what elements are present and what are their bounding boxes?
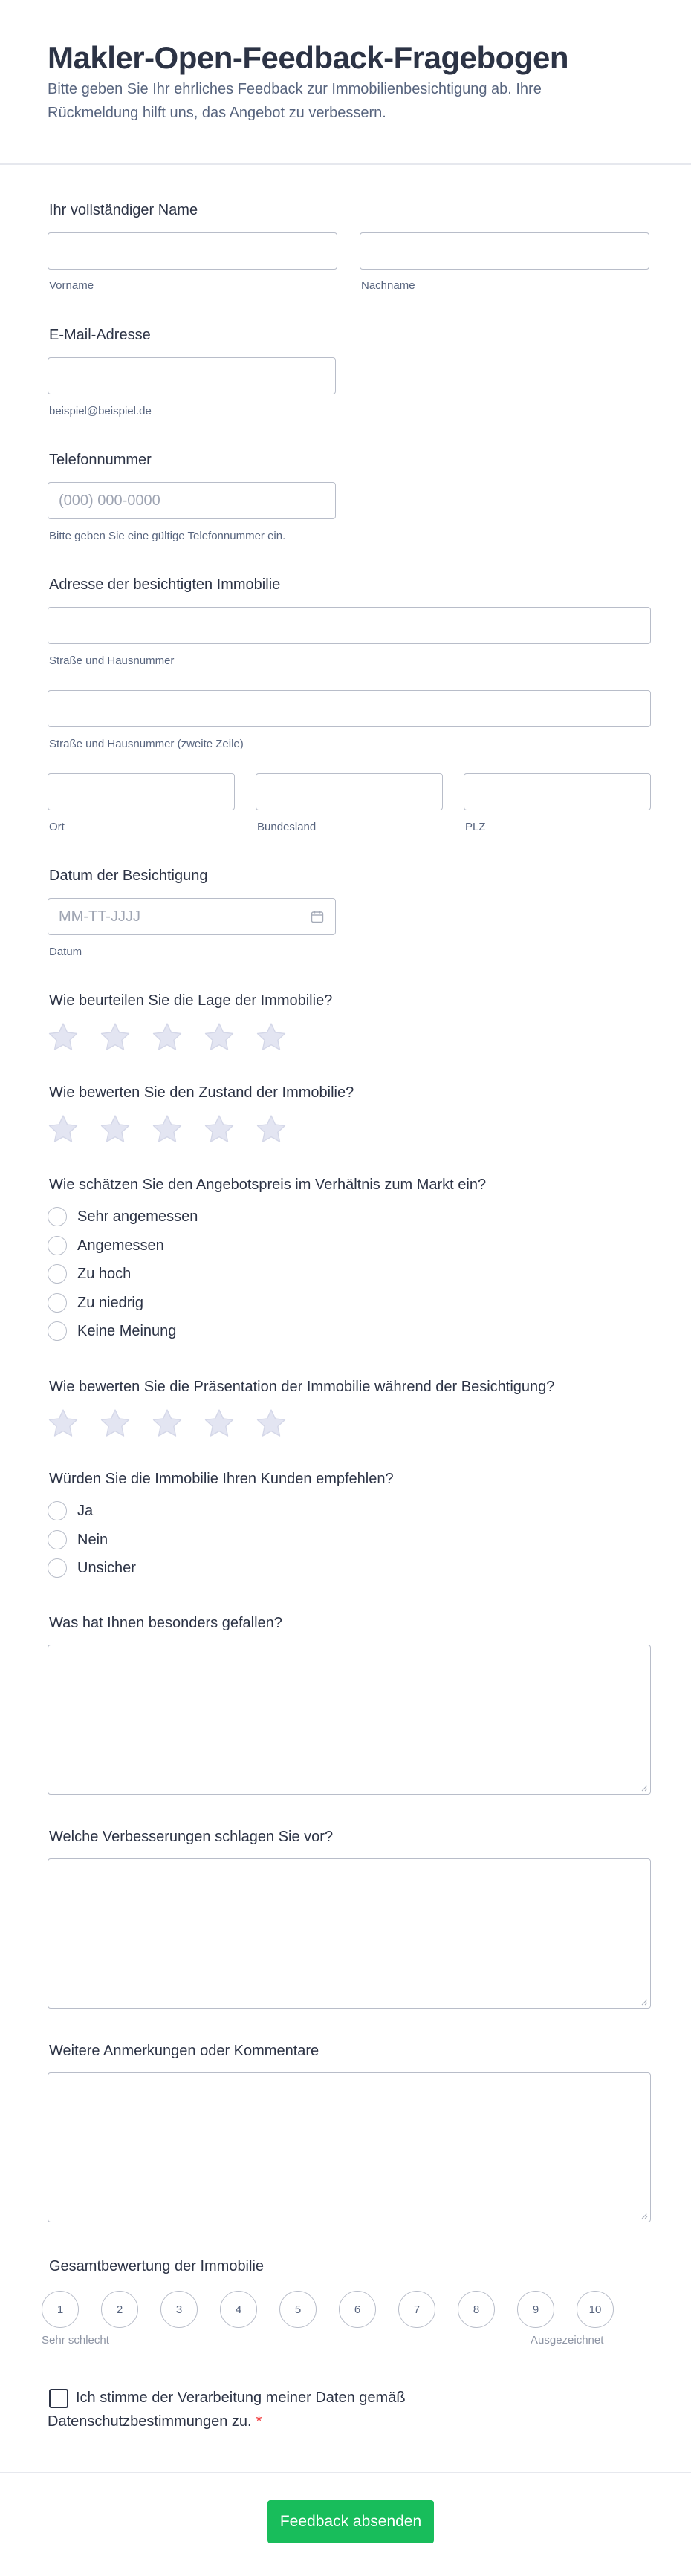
radio-button[interactable]	[48, 1530, 67, 1549]
date-input[interactable]	[48, 898, 336, 935]
zip-input[interactable]	[464, 773, 651, 810]
first-name-sublabel: Vorname	[49, 279, 94, 292]
radio-button[interactable]	[48, 1321, 67, 1341]
rating-condition-label: Wie bewerten Sie den Zustand der Immobilie?	[49, 1084, 354, 1101]
form-subtitle: Bitte geben Sie Ihr ehrliches Feedback zur Immobilienbesichtigung ab. Ihre Rückmeldung hilft uns, das Angebot zu verbessern.	[48, 81, 542, 121]
scale-option-7[interactable]: 7	[398, 2291, 435, 2328]
last-name-input[interactable]	[360, 232, 649, 270]
star-icon[interactable]	[152, 1022, 183, 1052]
radio-button[interactable]	[48, 1207, 67, 1226]
rating-presentation-label: Wie bewerten Sie die Präsentation der Immobilie während der Besichtigung?	[49, 1379, 555, 1395]
street-input[interactable]	[48, 607, 651, 644]
recommend-option-ja[interactable]	[48, 1501, 93, 1520]
consent-text	[48, 2386, 464, 2433]
price-option-zu-hoch[interactable]	[48, 1264, 131, 1284]
email-sublabel: beispiel@beispiel.de	[49, 405, 152, 417]
radio-label: Sehr angemessen	[77, 1208, 198, 1225]
radio-label: Keine Meinung	[77, 1322, 177, 1339]
recommend-label: Würden Sie die Immobilie Ihren Kunden empfehlen?	[49, 1471, 394, 1487]
form-header	[0, 0, 691, 165]
phone-sublabel: Bitte geben Sie eine gültige Telefonnummer ein.	[49, 530, 286, 542]
scale-option-4[interactable]: 4	[220, 2291, 257, 2328]
name-label: Ihr vollständiger Name	[49, 202, 198, 218]
scale-option-5[interactable]: 5	[279, 2291, 317, 2328]
star-icon[interactable]	[256, 1408, 287, 1438]
radio-label: Zu hoch	[77, 1265, 132, 1282]
star-icon[interactable]	[100, 1114, 131, 1144]
street2-input[interactable]	[48, 690, 651, 727]
street-sublabel: Straße und Hausnummer	[49, 654, 175, 667]
radio-label: Zu niedrig	[77, 1294, 143, 1311]
required-mark: *	[256, 2413, 262, 2430]
price-label: Wie schätzen Sie den Angebotspreis im Verhältnis zum Markt ein?	[49, 1177, 487, 1193]
rating-presentation-stars	[48, 1408, 287, 1438]
rating-location-label: Wie beurteilen Sie die Lage der Immobilie?	[49, 992, 333, 1009]
last-name-sublabel: Nachname	[361, 279, 415, 292]
state-input[interactable]	[256, 773, 443, 810]
star-icon[interactable]	[204, 1408, 235, 1438]
overall-label: Gesamtbewertung der Immobilie	[49, 2258, 265, 2274]
form-title: Makler-Open-Feedback-Fragebogen	[48, 40, 568, 75]
price-option-sehr-angemessen[interactable]	[48, 1207, 198, 1226]
star-icon[interactable]	[48, 1022, 79, 1052]
radio-button[interactable]	[48, 1236, 67, 1255]
rating-condition-stars	[48, 1114, 287, 1144]
date-label: Datum der Besichtigung	[49, 868, 208, 884]
star-icon[interactable]	[152, 1408, 183, 1438]
star-icon[interactable]	[256, 1114, 287, 1144]
scale-option-10[interactable]: 10	[577, 2291, 614, 2328]
scale-low-label: Sehr schlecht	[42, 2334, 109, 2346]
radio-label: Angemessen	[77, 1237, 164, 1254]
star-icon[interactable]	[152, 1114, 183, 1144]
scale-option-8[interactable]: 8	[458, 2291, 495, 2328]
liked-label: Was hat Ihnen besonders gefallen?	[49, 1615, 282, 1631]
scale-option-1[interactable]: 1	[42, 2291, 79, 2328]
radio-button[interactable]	[48, 1264, 67, 1284]
email-label: E-Mail-Adresse	[49, 327, 151, 343]
star-icon[interactable]	[204, 1022, 235, 1052]
recommend-option-unsicher[interactable]	[48, 1558, 136, 1578]
radio-button[interactable]	[48, 1501, 67, 1520]
calendar-icon[interactable]	[311, 910, 324, 923]
improvements-label: Welche Verbesserungen schlagen Sie vor?	[49, 1829, 334, 1845]
city-input[interactable]	[48, 773, 235, 810]
radio-label: Unsicher	[77, 1559, 136, 1576]
star-icon[interactable]	[100, 1408, 131, 1438]
consent-label: Ich stimme der Verarbeitung meiner Daten gemäß Datenschutzbestimmungen zu.	[48, 2390, 406, 2430]
street2-sublabel: Straße und Hausnummer (zweite Zeile)	[49, 738, 244, 750]
address-label: Adresse der besichtigten Immobilie	[49, 576, 281, 593]
comments-label: Weitere Anmerkungen oder Kommentare	[49, 2043, 319, 2059]
radio-label: Ja	[77, 1502, 94, 1519]
scale-option-2[interactable]: 2	[101, 2291, 138, 2328]
phone-label: Telefonnummer	[49, 452, 152, 468]
resize-handle-icon[interactable]	[640, 2212, 648, 2219]
star-icon[interactable]	[256, 1022, 287, 1052]
resize-handle-icon[interactable]	[640, 1784, 648, 1792]
scale-high-label: Ausgezeichnet	[531, 2334, 604, 2346]
resize-handle-icon[interactable]	[640, 1998, 648, 2006]
star-icon[interactable]	[48, 1114, 79, 1144]
overall-scale	[42, 2291, 614, 2328]
scale-option-6[interactable]: 6	[339, 2291, 376, 2328]
first-name-input[interactable]	[48, 232, 337, 270]
email-input[interactable]	[48, 357, 336, 394]
liked-textarea[interactable]	[48, 1645, 651, 1795]
city-sublabel: Ort	[49, 821, 65, 833]
price-option-angemessen[interactable]	[48, 1236, 164, 1255]
star-icon[interactable]	[204, 1114, 235, 1144]
rating-location-stars	[48, 1022, 287, 1052]
zip-sublabel: PLZ	[465, 821, 486, 833]
scale-option-3[interactable]: 3	[160, 2291, 198, 2328]
phone-input[interactable]	[48, 482, 336, 519]
submit-button[interactable]: Feedback absenden	[267, 2500, 434, 2543]
date-sublabel: Datum	[49, 946, 82, 958]
radio-button[interactable]	[48, 1558, 67, 1578]
price-option-keine-meinung[interactable]	[48, 1321, 176, 1341]
star-icon[interactable]	[100, 1022, 131, 1052]
radio-label: Nein	[77, 1531, 108, 1548]
star-icon[interactable]	[48, 1408, 79, 1438]
comments-textarea[interactable]	[48, 2072, 651, 2222]
recommend-option-nein[interactable]	[48, 1530, 108, 1549]
state-sublabel: Bundesland	[257, 821, 317, 833]
improvements-textarea[interactable]	[48, 1858, 651, 2009]
scale-option-9[interactable]: 9	[517, 2291, 554, 2328]
radio-button[interactable]	[48, 1293, 67, 1313]
footer-divider	[0, 2472, 691, 2473]
price-option-zu-niedrig[interactable]	[48, 1293, 143, 1313]
